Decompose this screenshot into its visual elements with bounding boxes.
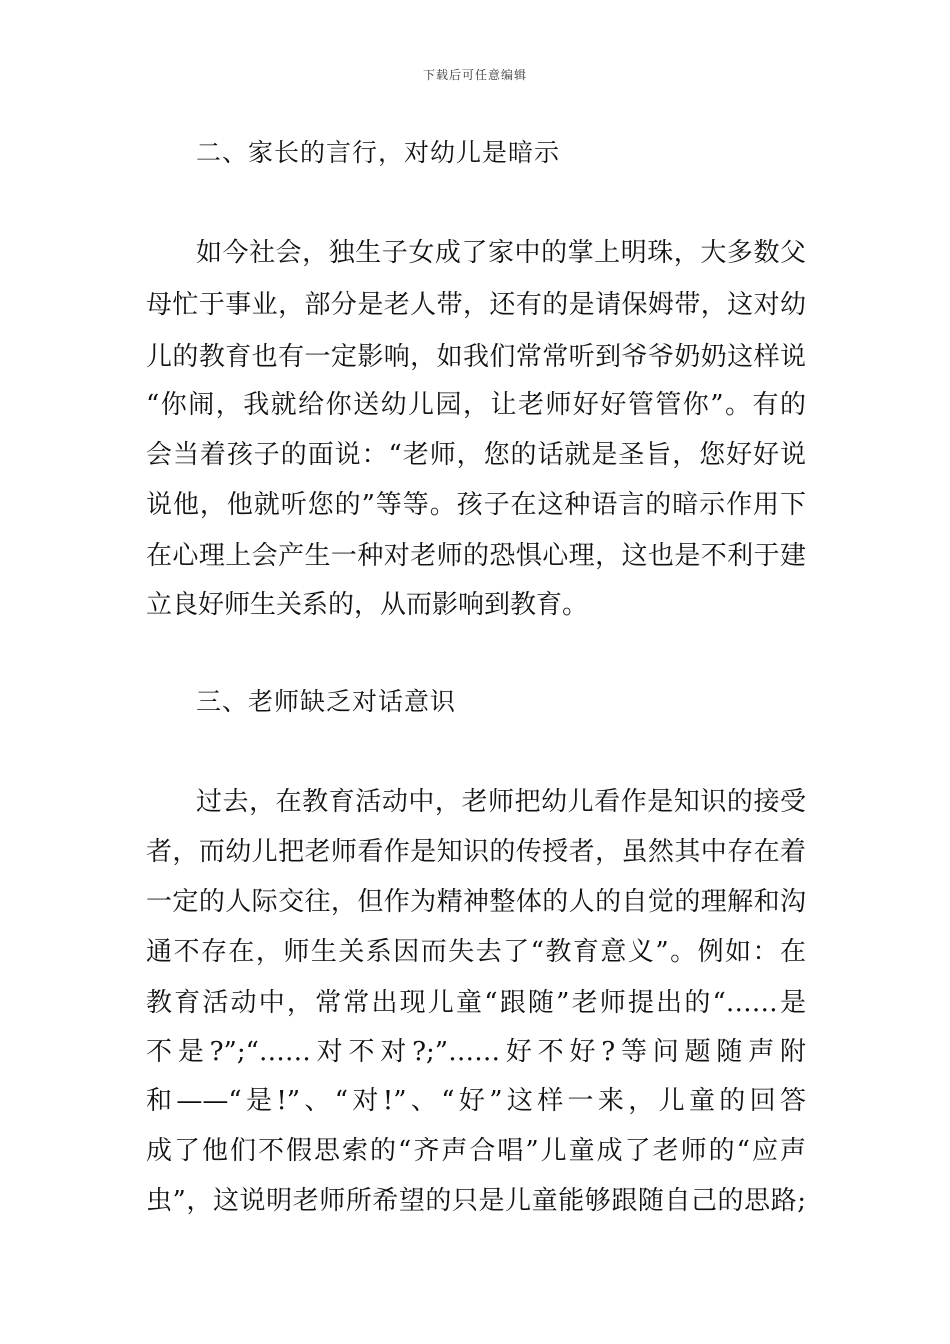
page-header-note: 下载后可任意编辑 [422,68,527,82]
paragraph-line: 不是?”;“……对不对?;”……好不好?等问题随声附 [146,1037,806,1067]
paragraph-line: 虫”，这说明老师所希望的只是儿童能够跟随自己的思路; [146,1186,806,1216]
paragraph-line: 说他，他就听您的”等等。孩子在这种语言的暗示作用下 [146,490,806,520]
paragraph-line: 如今社会，独生子女成了家中的掌上明珠，大多数父 [196,238,806,268]
paragraph-line: “你闹，我就给你送幼儿园，让老师好好管管你”。有的 [146,390,806,420]
paragraph-line: 成了他们不假思索的“齐声合唱”儿童成了老师的“应声 [146,1136,806,1166]
paragraph-line: 在心理上会产生一种对老师的恐惧心理，这也是不利于建 [146,541,806,571]
paragraph-line: 会当着孩子的面说：“老师，您的话就是圣旨，您好好说 [146,440,806,470]
paragraph-line: 教育活动中，常常出现儿童“跟随”老师提出的“……是 [146,988,806,1018]
paragraph-line: 通不存在，师生关系因而失去了“教育意义”。例如：在 [146,937,806,967]
paragraph-line: 一定的人际交往，但作为精神整体的人的自觉的理解和沟 [146,887,806,917]
paragraph-line: 过去，在教育活动中，老师把幼儿看作是知识的接受 [196,787,806,817]
section-heading-3: 三、老师缺乏对话意识 [196,687,457,716]
paragraph-line: 母忙于事业，部分是老人带，还有的是请保姆带，这对幼 [146,290,806,320]
paragraph-line: 儿的教育也有一定影响，如我们常常听到爷爷奶奶这样说 [146,342,806,372]
paragraph-line: 立良好师生关系的，从而影响到教育。 [146,590,589,620]
section-heading-2: 二、家长的言行，对幼儿是暗示 [196,138,561,167]
paragraph-line: 和——“是!”、“对!”、“好”这样一来，儿童的回答 [146,1086,806,1116]
paragraph-line: 者，而幼儿把老师看作是知识的传授者，虽然其中存在着 [146,837,806,867]
